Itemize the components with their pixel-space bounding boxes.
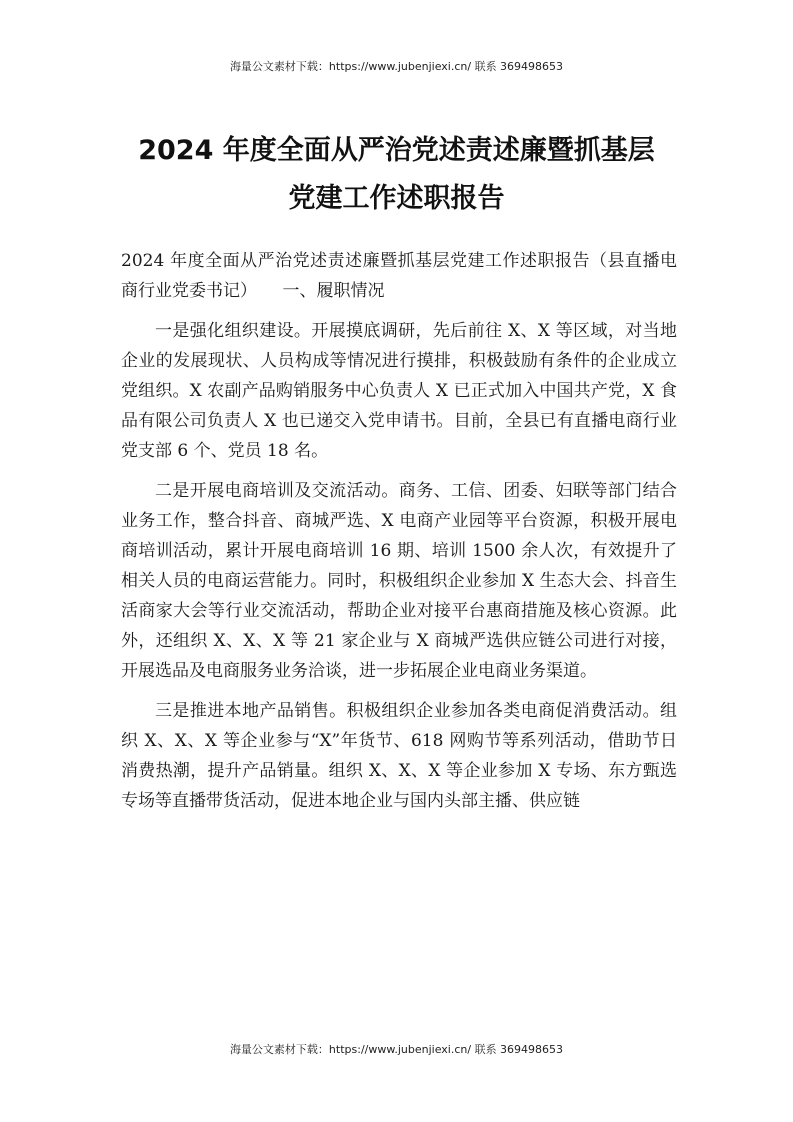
intro-paragraph: 2024 年度全面从严治党述责述廉暨抓基层党建工作述职报告（县直播电商行业党委书记） 一、履职情况 xyxy=(121,251,677,301)
document-body xyxy=(121,246,677,816)
paragraph-organization: 一是强化组织建设。开展摸底调研，先后前往 X、X 等区域，对当地企业的发展现状、人员构成等情况进行摸排，积极鼓励有条件的企业成立党组织。X 农副产品购销服务中心负责人 X 已正式加入中国共产党，X 食品有限公司负责人 X 也已递交入党申请书。目前，全县已有直播电商行业党支部 6 个、党员 18 名。 xyxy=(121,321,677,461)
document-title-line-1: 2024 年度全面从严治党述责述廉暨抓基层 xyxy=(138,135,655,166)
paragraph-sales: 三是推进本地产品销售。积极组织企业参加各类电商促消费活动。组织 X、X、X 等企业参与“X”年货节、618 网购节等系列活动，借助节日消费热潮，提升产品销量。组织 X、X、X 等企业参加 X 专场、东方甄选专场等直播带货活动，促进本地企业与国内头部主播、供应链 xyxy=(121,701,677,811)
page-footer: 海量公文素材下载：https://www.jubenjiexi.cn/ 联系 369498653 xyxy=(229,1043,564,1056)
paragraph-training: 二是开展电商培训及交流活动。商务、工信、团委、妇联等部门结合业务工作，整合抖音、商城严选、X 电商产业园等平台资源，积极开展电商培训活动，累计开展电商培训 16 期、培训 1500 余人次，有效提升了相关人员的电商运营能力。同时，积极组织企业参加 X 生态大会、抖音生活商家大会等行业交流活动，帮助企业对接平台惠商措施及核心资源。此外，还组织 X、X、X 等 21 家企业与 X 商城严选供应链公司进行对接，开展选品及电商服务业务洽谈，进一步拓展企业电商业务渠道。 xyxy=(121,481,677,681)
document-title-line-2: 党建工作述职报告 xyxy=(288,183,505,214)
page-header: 海量公文素材下载：https://www.jubenjiexi.cn/ 联系 369498653 xyxy=(229,60,564,73)
